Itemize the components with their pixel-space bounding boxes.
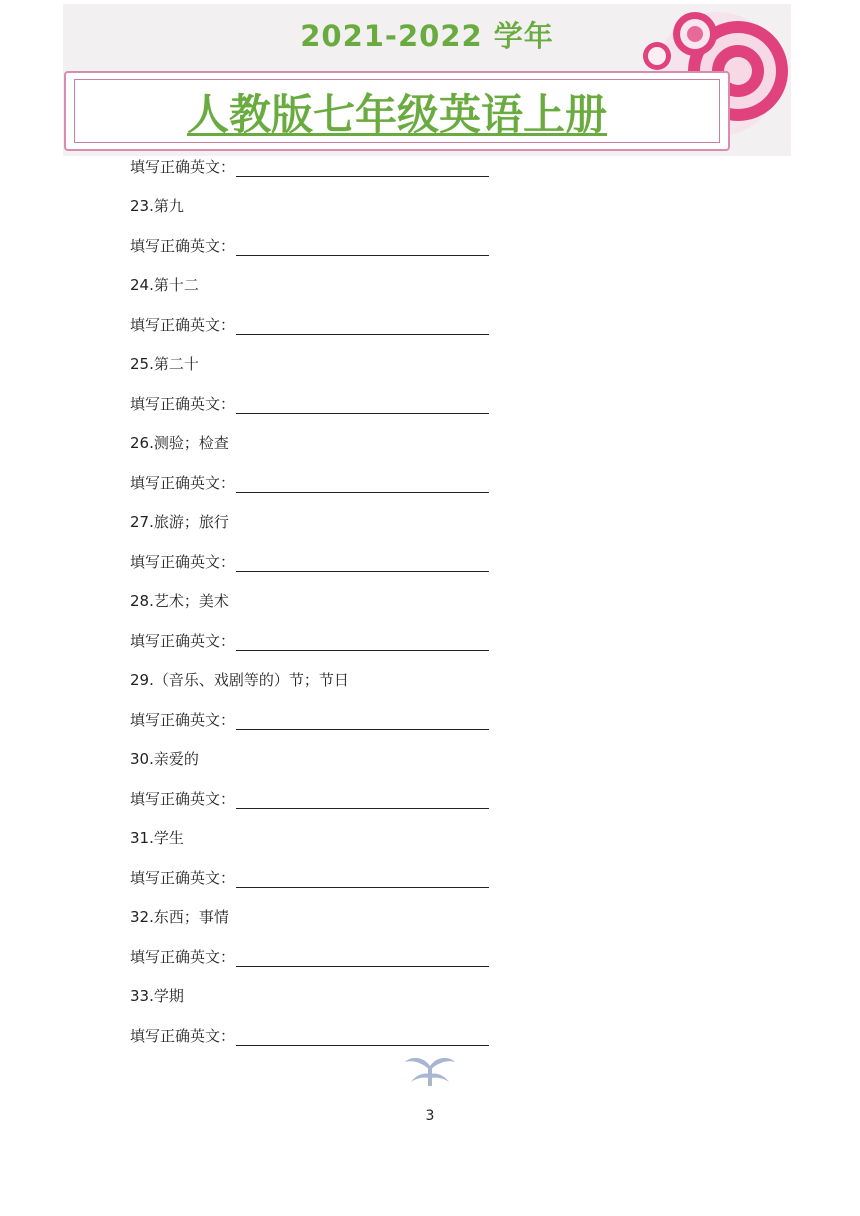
question-text: 24.第十二 [130,276,199,294]
page-title: 人教版七年级英语上册 [186,90,607,139]
fill-label: 填写正确英文： [130,790,236,808]
answer-blank[interactable] [236,475,489,493]
answer-line [130,946,489,967]
question-text: 28.艺术；美术 [130,592,229,610]
fill-label: 填写正确英文： [130,632,236,650]
flower-ornament-icon [403,1052,457,1088]
answer-blank[interactable] [236,554,489,572]
answer-blank[interactable] [236,633,489,651]
answer-line [130,314,489,335]
answer-line [130,551,489,572]
answer-line [130,867,489,888]
question-text: 30.亲爱的 [130,750,199,768]
question-text: 25.第二十 [130,355,199,373]
page-number: 3 [425,1108,435,1124]
answer-blank[interactable] [236,712,489,730]
answer-line [130,393,489,414]
fill-label: 填写正确英文： [130,237,236,255]
answer-blank[interactable] [236,317,489,335]
fill-label: 填写正确英文： [130,553,236,571]
fill-label: 填写正确英文： [130,316,236,334]
school-year: 2021-2022 学年 [300,19,554,53]
answer-line [130,1025,489,1046]
answer-blank[interactable] [236,238,489,256]
fill-label: 填写正确英文： [130,948,236,966]
header-banner [63,4,791,156]
answer-blank[interactable] [236,791,489,809]
answer-line [130,472,489,493]
fill-label: 填写正确英文： [130,158,236,176]
question-text: 29.（音乐、戏剧等的）节；节日 [130,671,349,689]
question-text: 26.测验；检查 [130,434,229,452]
question-text: 32.东西；事情 [130,908,229,926]
answer-line [130,235,489,256]
question-text: 33.学期 [130,987,184,1005]
fill-label: 填写正确英文： [130,1027,236,1045]
answer-line [130,788,489,809]
question-text: 27.旅游；旅行 [130,513,229,531]
answer-blank[interactable] [236,949,489,967]
answer-blank[interactable] [236,870,489,888]
answer-line [130,709,489,730]
answer-blank[interactable] [236,1028,489,1046]
answer-blank[interactable] [236,396,489,414]
question-text: 31.学生 [130,829,184,847]
answer-blank[interactable] [236,159,489,177]
answer-line [130,630,489,651]
fill-label: 填写正确英文： [130,395,236,413]
fill-label: 填写正确英文： [130,869,236,887]
question-text: 23.第九 [130,197,184,215]
answer-line [130,156,489,177]
fill-label: 填写正确英文： [130,711,236,729]
fill-label: 填写正确英文： [130,474,236,492]
